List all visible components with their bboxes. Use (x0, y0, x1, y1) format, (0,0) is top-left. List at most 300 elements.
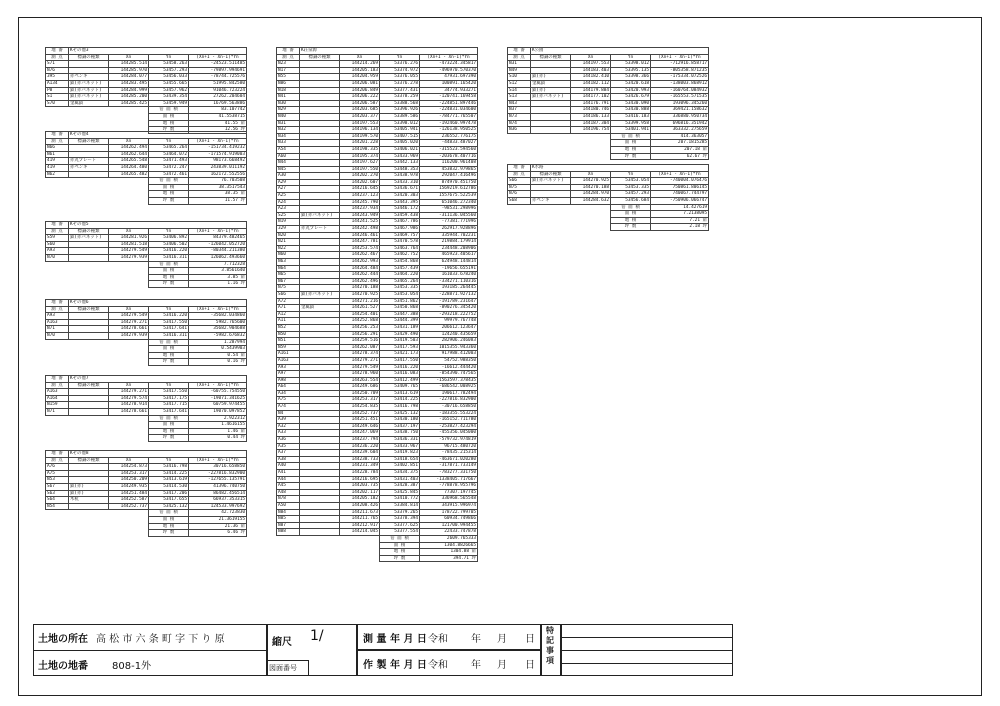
area-value: 38.35 ㎡ (189, 191, 247, 198)
table-row (46, 94, 247, 101)
table-cell: 5982.765600 (189, 319, 247, 326)
column-header: Xn (109, 138, 149, 145)
table-row (277, 371, 478, 378)
table-cell: 53430.180 (380, 417, 420, 424)
table-row (46, 61, 247, 68)
table-cell: A24 (277, 199, 300, 206)
table-cell: 144279.271 (340, 357, 380, 364)
table-cell: 53472.461 (149, 171, 189, 178)
table-cell: 465923.405617 (420, 252, 478, 259)
table-cell: 53416.798 (149, 464, 189, 471)
table-cell (300, 456, 340, 463)
area-label: 倍 面 積 (149, 178, 189, 185)
table-row (277, 364, 478, 371)
table-cell: -317871.733149 (420, 463, 478, 470)
blank-cell (46, 428, 149, 435)
area-label: 地 積 (149, 120, 189, 127)
table-cell: 53399.958 (611, 120, 651, 127)
area-label: 面 積 (149, 516, 189, 523)
table-row (46, 319, 247, 326)
table-row (277, 437, 478, 444)
table-cell: N55 (277, 74, 300, 81)
table-cell: 144182.112 (571, 80, 611, 87)
table-cell (531, 61, 571, 68)
table-cell (300, 331, 340, 338)
table-cell: A32 (277, 423, 300, 430)
table-cell: 53378.259 (380, 94, 420, 101)
table-cell: 144263.554 (340, 377, 380, 384)
column-header: 測 点 (46, 228, 69, 235)
table-cell: 鋲(赤パネット) (300, 212, 340, 219)
area-value: 0.54 ㎡ (189, 352, 247, 359)
area-value: 1304.88 ㎡ (420, 549, 478, 556)
area-value: 21.36 ㎡ (189, 523, 247, 530)
blank-cell (46, 422, 149, 429)
column-header: Xn (109, 457, 149, 464)
table-cell: 1015355.943360 (420, 344, 478, 351)
table-cell (531, 127, 571, 134)
table-cell: -805358.871235 (651, 67, 709, 74)
area-value: 1.4616155 (189, 422, 247, 429)
table-cell: 144278.960 (340, 371, 380, 378)
area-value: 11.57 坪 (189, 197, 247, 204)
area-label: 倍 面 積 (149, 510, 189, 517)
area-value: 1.16 坪 (189, 281, 247, 288)
table-cell (69, 503, 109, 510)
table-row (277, 193, 478, 200)
table-row (277, 120, 478, 127)
table-cell: 144279.271 (109, 389, 149, 396)
table-cell: 144241.525 (340, 219, 380, 226)
table-cell: 53417.206 (149, 490, 189, 497)
column-header: Xn (109, 54, 149, 61)
table-cell: 53417.593 (380, 344, 420, 351)
table-cell: 53410.772 (380, 496, 420, 503)
table-cell: A134 (46, 80, 69, 87)
table-row (277, 179, 478, 186)
table-cell: -778878.955796 (420, 483, 478, 490)
table-cell: A44 (277, 476, 300, 483)
table-cell: 53467.786 (380, 219, 420, 226)
table-cell: 369421.158632 (651, 107, 709, 114)
table-cell: A72 (277, 298, 300, 305)
table-cell: 53417.550 (149, 319, 189, 326)
table-row (277, 516, 478, 523)
table-cell: 144205.183 (340, 67, 380, 74)
table-cell: 53398.012 (380, 120, 420, 127)
area-value: 0.5439903 (189, 346, 247, 353)
table-row (277, 483, 478, 490)
table-cell: N59 (277, 344, 300, 351)
blank-cell (46, 113, 149, 120)
blank-cell (508, 153, 611, 160)
blank-cell (277, 535, 380, 542)
table-cell: 53417.175 (149, 395, 189, 402)
table-cell: A29 (277, 179, 300, 186)
table-cell: -315523.594560 (420, 146, 478, 153)
area-label: 地 積 (149, 428, 189, 435)
lot-name: Kその他5 (69, 222, 247, 229)
area-label: 坪 数 (149, 281, 189, 288)
table-row (277, 285, 478, 292)
area-value: 6.46 坪 (189, 530, 247, 537)
table-row (277, 206, 478, 213)
table-cell: 144197.550 (340, 166, 380, 173)
table-cell: 144243.949 (340, 212, 380, 219)
lot-name: K公園 (531, 48, 709, 55)
table-cell: 53421.173 (380, 351, 420, 358)
table-cell: 53463.764 (380, 245, 420, 252)
survey-month-unit: 月 (497, 634, 507, 645)
table-cell: A41 (277, 470, 300, 477)
table-row (277, 291, 478, 298)
blank-cell (46, 352, 149, 359)
table-cell: 53407.515 (380, 133, 420, 140)
area-label: 地 積 (149, 191, 189, 198)
area-value: 3.8561640 (189, 268, 247, 275)
table-cell: 53464.072 (149, 151, 189, 158)
table-cell: 144285.425 (109, 100, 149, 107)
table-row (277, 199, 478, 206)
table-cell: 144177.102 (571, 94, 611, 101)
table-cell (300, 259, 340, 266)
table-cell: 53412.499 (380, 377, 420, 384)
table-cell: 740067.744797 (651, 191, 709, 198)
table-cell: 234448.208906 (420, 245, 478, 252)
area-label: 地 積 (149, 352, 189, 359)
table-cell: -496970.570370 (420, 67, 478, 74)
table-cell: 144250.709 (340, 390, 380, 397)
table-cell: -890276.345420 (420, 305, 478, 312)
table-cell: 144197.553 (571, 61, 611, 68)
table-cell (300, 522, 340, 529)
table-cell: 144253.317 (340, 397, 380, 404)
table-cell: 53439.354 (149, 94, 189, 101)
table-row (277, 140, 478, 147)
create-era: 令和 (428, 660, 448, 671)
area-value: 414.363057 (651, 133, 709, 140)
table-cell (300, 318, 340, 325)
lot-number-label: 地 番 (46, 300, 69, 307)
table-cell: -79897.994691 (189, 67, 247, 74)
table-cell: -227816.832900 (420, 397, 478, 404)
table-row (277, 252, 478, 259)
table-cell: 53417.641 (149, 408, 189, 415)
table-row (277, 160, 478, 167)
table-cell: -253827.423294 (420, 423, 478, 430)
table-cell: 144281.518 (109, 241, 149, 248)
table-cell: 144264.484 (340, 265, 380, 272)
table-row (46, 158, 247, 165)
area-value: 7.712328 (189, 261, 247, 268)
area-value: 7.2138095 (651, 211, 709, 218)
table-cell: -293218.222752 (420, 311, 478, 318)
table-row (508, 127, 709, 134)
table-cell: 53444.399 (380, 318, 420, 325)
table-cell: 144262.496 (340, 278, 380, 285)
table-cell: 144238.733 (340, 456, 380, 463)
column-header: Yn (149, 228, 189, 235)
table-cell: 53425.132 (149, 503, 189, 510)
area-label: 倍 面 積 (611, 133, 651, 140)
table-cell: 53455.665 (149, 80, 189, 87)
table-cell: 53430.888 (611, 107, 651, 114)
table-cell: 53417.641 (149, 326, 189, 333)
column-header: Xn (109, 306, 149, 313)
table-cell: 53456.033 (149, 74, 189, 81)
table-cell: N71 (46, 408, 69, 415)
table-cell: 53419.823 (380, 450, 420, 457)
table-cell: 144256.253 (340, 324, 380, 331)
lot-name: Kその他6 (69, 300, 247, 307)
table-cell: 53443.395 (380, 199, 420, 206)
table-cell: 144203.735 (340, 483, 380, 490)
table-cell: A163 (46, 389, 69, 396)
table-cell: A54 (277, 146, 300, 153)
table-row (508, 107, 709, 114)
table-cell: 鋲(赤) (69, 483, 109, 490)
table-cell (300, 199, 340, 206)
table-cell: -24523.511485 (189, 61, 247, 68)
table-cell: 53388.568 (380, 100, 420, 107)
table-cell (300, 140, 340, 147)
table-cell: 144216.645 (340, 186, 380, 193)
table-row (508, 67, 709, 74)
column-header: 測 点 (46, 382, 69, 389)
table-row (46, 164, 247, 171)
table-cell (531, 113, 571, 120)
area-label: 面 積 (149, 268, 189, 275)
create-month-unit: 月 (497, 660, 507, 671)
table-cell: 53433.310 (380, 179, 420, 186)
table-cell: 144278.661 (109, 326, 149, 333)
area-label: 面 積 (149, 113, 189, 120)
area-label: 地 積 (149, 523, 189, 530)
table-row (46, 470, 247, 477)
table-cell (300, 113, 340, 120)
table-cell: 53417.655 (149, 497, 189, 504)
table-cell: A37 (277, 450, 300, 457)
table-cell: 53398.012 (611, 61, 651, 68)
lot-number-label: 地 番 (46, 48, 69, 55)
table-cell (300, 529, 340, 536)
column-header: (Xn+1 - Xn-1)*Yn (189, 54, 247, 61)
table-cell: 144179.884 (571, 87, 611, 94)
table-cell: 144284.999 (109, 87, 149, 94)
table-cell: 53376.278 (380, 80, 420, 87)
column-header: 測 点 (277, 54, 300, 61)
table-cell (300, 483, 340, 490)
table-cell (300, 404, 340, 411)
table-cell: 53457.962 (149, 87, 189, 94)
table-cell: 144270.188 (340, 285, 380, 292)
table-cell (300, 502, 340, 509)
table-cell: 53377.554 (380, 529, 420, 536)
table-cell: A45 (277, 483, 300, 490)
table-cell (69, 313, 109, 320)
blank-cell (46, 530, 149, 537)
table-row (46, 145, 247, 152)
table-row (277, 80, 478, 87)
table-cell (531, 100, 571, 107)
table-row (277, 470, 478, 477)
table-cell: 144195.374 (340, 153, 380, 160)
table-cell: 419 (46, 164, 69, 171)
table-cell: N54 (46, 503, 69, 510)
blank-cell (46, 184, 149, 191)
table-cell: 100891.165420 (420, 80, 478, 87)
table-cell: -30716.658850 (420, 404, 478, 411)
table-row (277, 259, 478, 266)
table-cell: 53430.090 (611, 100, 651, 107)
table-cell: 144203.685 (340, 107, 380, 114)
table-row (277, 245, 478, 252)
table-cell: -1563597.378435 (420, 377, 478, 384)
blank-cell (508, 211, 611, 218)
table-cell (69, 67, 109, 74)
table-row (277, 476, 478, 483)
table-cell (300, 232, 340, 239)
table-cell: N159 (46, 402, 69, 409)
table-cell: N52 (277, 324, 300, 331)
table-cell: 144211.673 (340, 509, 380, 516)
table-cell: 53396.926 (380, 107, 420, 114)
table-cell: N19 (277, 219, 300, 226)
table-cell: 53418.654 (380, 456, 420, 463)
table-cell: 27262.204604 (189, 94, 247, 101)
table-cell: -473224.345817 (420, 61, 478, 68)
parcel-table (45, 221, 247, 288)
table-cell: 16769.563886 (189, 100, 247, 107)
table-cell: N21 (277, 239, 300, 246)
column-header: 標識の種類 (69, 382, 109, 389)
table-cell: 60759.974455 (189, 402, 247, 409)
table-cell: S59 (46, 235, 69, 242)
lot-number-label: 地 番 (277, 48, 300, 55)
table-row (46, 497, 247, 504)
table-cell (300, 107, 340, 114)
table-row (277, 351, 478, 358)
blank-cell (508, 140, 611, 147)
table-cell: S64 (46, 497, 69, 504)
table-cell: -80344.211380 (189, 248, 247, 255)
create-day-unit: 日 (525, 660, 535, 671)
table-cell: A97 (277, 371, 300, 378)
area-label: 地 積 (380, 549, 420, 556)
table-row (46, 80, 247, 87)
table-cell: -60755.754550 (189, 389, 247, 396)
parcel-table (45, 375, 247, 442)
table-cell: A48 (277, 489, 300, 496)
area-label: 面 積 (380, 542, 420, 549)
table-row (277, 265, 478, 272)
table-cell (300, 160, 340, 167)
table-cell: S60 (46, 241, 69, 248)
table-cell: 53416.798 (380, 404, 420, 411)
table-cell: 453832.979865 (420, 166, 478, 173)
table-row (277, 311, 478, 318)
table-cell: 144265.548 (109, 158, 149, 165)
table-cell: 30716.658850 (189, 464, 247, 471)
table-cell: 53431.403 (380, 476, 420, 483)
blank-cell (508, 146, 611, 153)
column-header: Yn (149, 457, 189, 464)
table-row (277, 377, 478, 384)
area-value: 207.18 ㎡ (651, 146, 709, 153)
blank-cell (508, 204, 611, 211)
table-cell: S63 (46, 490, 69, 497)
column-header: 測 点 (46, 457, 69, 464)
table-cell: 144270.925 (571, 178, 611, 185)
table-cell: 124533.997692 (189, 503, 247, 510)
table-cell (300, 311, 340, 318)
table-cell (300, 430, 340, 437)
table-cell (300, 357, 340, 364)
table-cell: 53467.986 (380, 226, 420, 233)
table-cell: 53406.021 (380, 146, 420, 153)
table-cell: 144264.480 (109, 164, 149, 171)
column-header: 標識の種類 (69, 228, 109, 235)
table-cell: 144197.553 (340, 120, 380, 127)
table-cell (300, 489, 340, 496)
table-cell (300, 384, 340, 391)
table-cell: N85 (277, 516, 300, 523)
table-row (46, 87, 247, 94)
lot-label: 土地の地番 (38, 661, 88, 672)
table-cell: 144205.182 (340, 496, 380, 503)
table-cell (69, 254, 109, 261)
table-cell: -463671.020280 (420, 456, 478, 463)
table-cell: S1 (46, 94, 69, 101)
table-cell: 53431.189 (380, 324, 420, 331)
table-cell: 144283.495 (109, 80, 149, 87)
area-value: 12.56 坪 (189, 127, 247, 134)
blank-cell (46, 523, 149, 530)
table-cell: 53377.625 (380, 522, 420, 529)
area-value: 41.5538715 (189, 113, 247, 120)
table-cell: N43 (508, 100, 531, 107)
table-cell: -138003.868912 (651, 80, 709, 87)
area-label: 坪 数 (149, 359, 189, 366)
table-row (277, 94, 478, 101)
area-value: 2.18 坪 (651, 224, 709, 231)
column-header: Yn (149, 306, 189, 313)
table-cell: A76 (46, 464, 69, 471)
table-cell: N60 (277, 252, 300, 259)
table-cell: N31 (508, 61, 531, 68)
table-row (277, 298, 478, 305)
area-label: 坪 数 (611, 224, 651, 231)
table-cell: 144216.695 (340, 476, 380, 483)
table-cell: 144201.228 (340, 140, 380, 147)
table-cell: N22 (277, 245, 300, 252)
table-row (277, 67, 478, 74)
table-row (277, 87, 478, 94)
table-cell: 144186.133 (571, 113, 611, 120)
table-cell (300, 133, 340, 140)
lot-number-label: 地 番 (46, 132, 69, 139)
blank-cell (46, 107, 149, 114)
table-cell: 144259.516 (340, 338, 380, 345)
table-cell: N34 (277, 133, 300, 140)
table-row (277, 489, 478, 496)
table-cell: N64 (277, 265, 300, 272)
table-row (277, 404, 478, 411)
table-cell: 329 (277, 226, 300, 233)
table-cell: N63 (277, 259, 300, 266)
table-cell: 144197.627 (340, 160, 380, 167)
table-cell: N4 (277, 410, 300, 417)
